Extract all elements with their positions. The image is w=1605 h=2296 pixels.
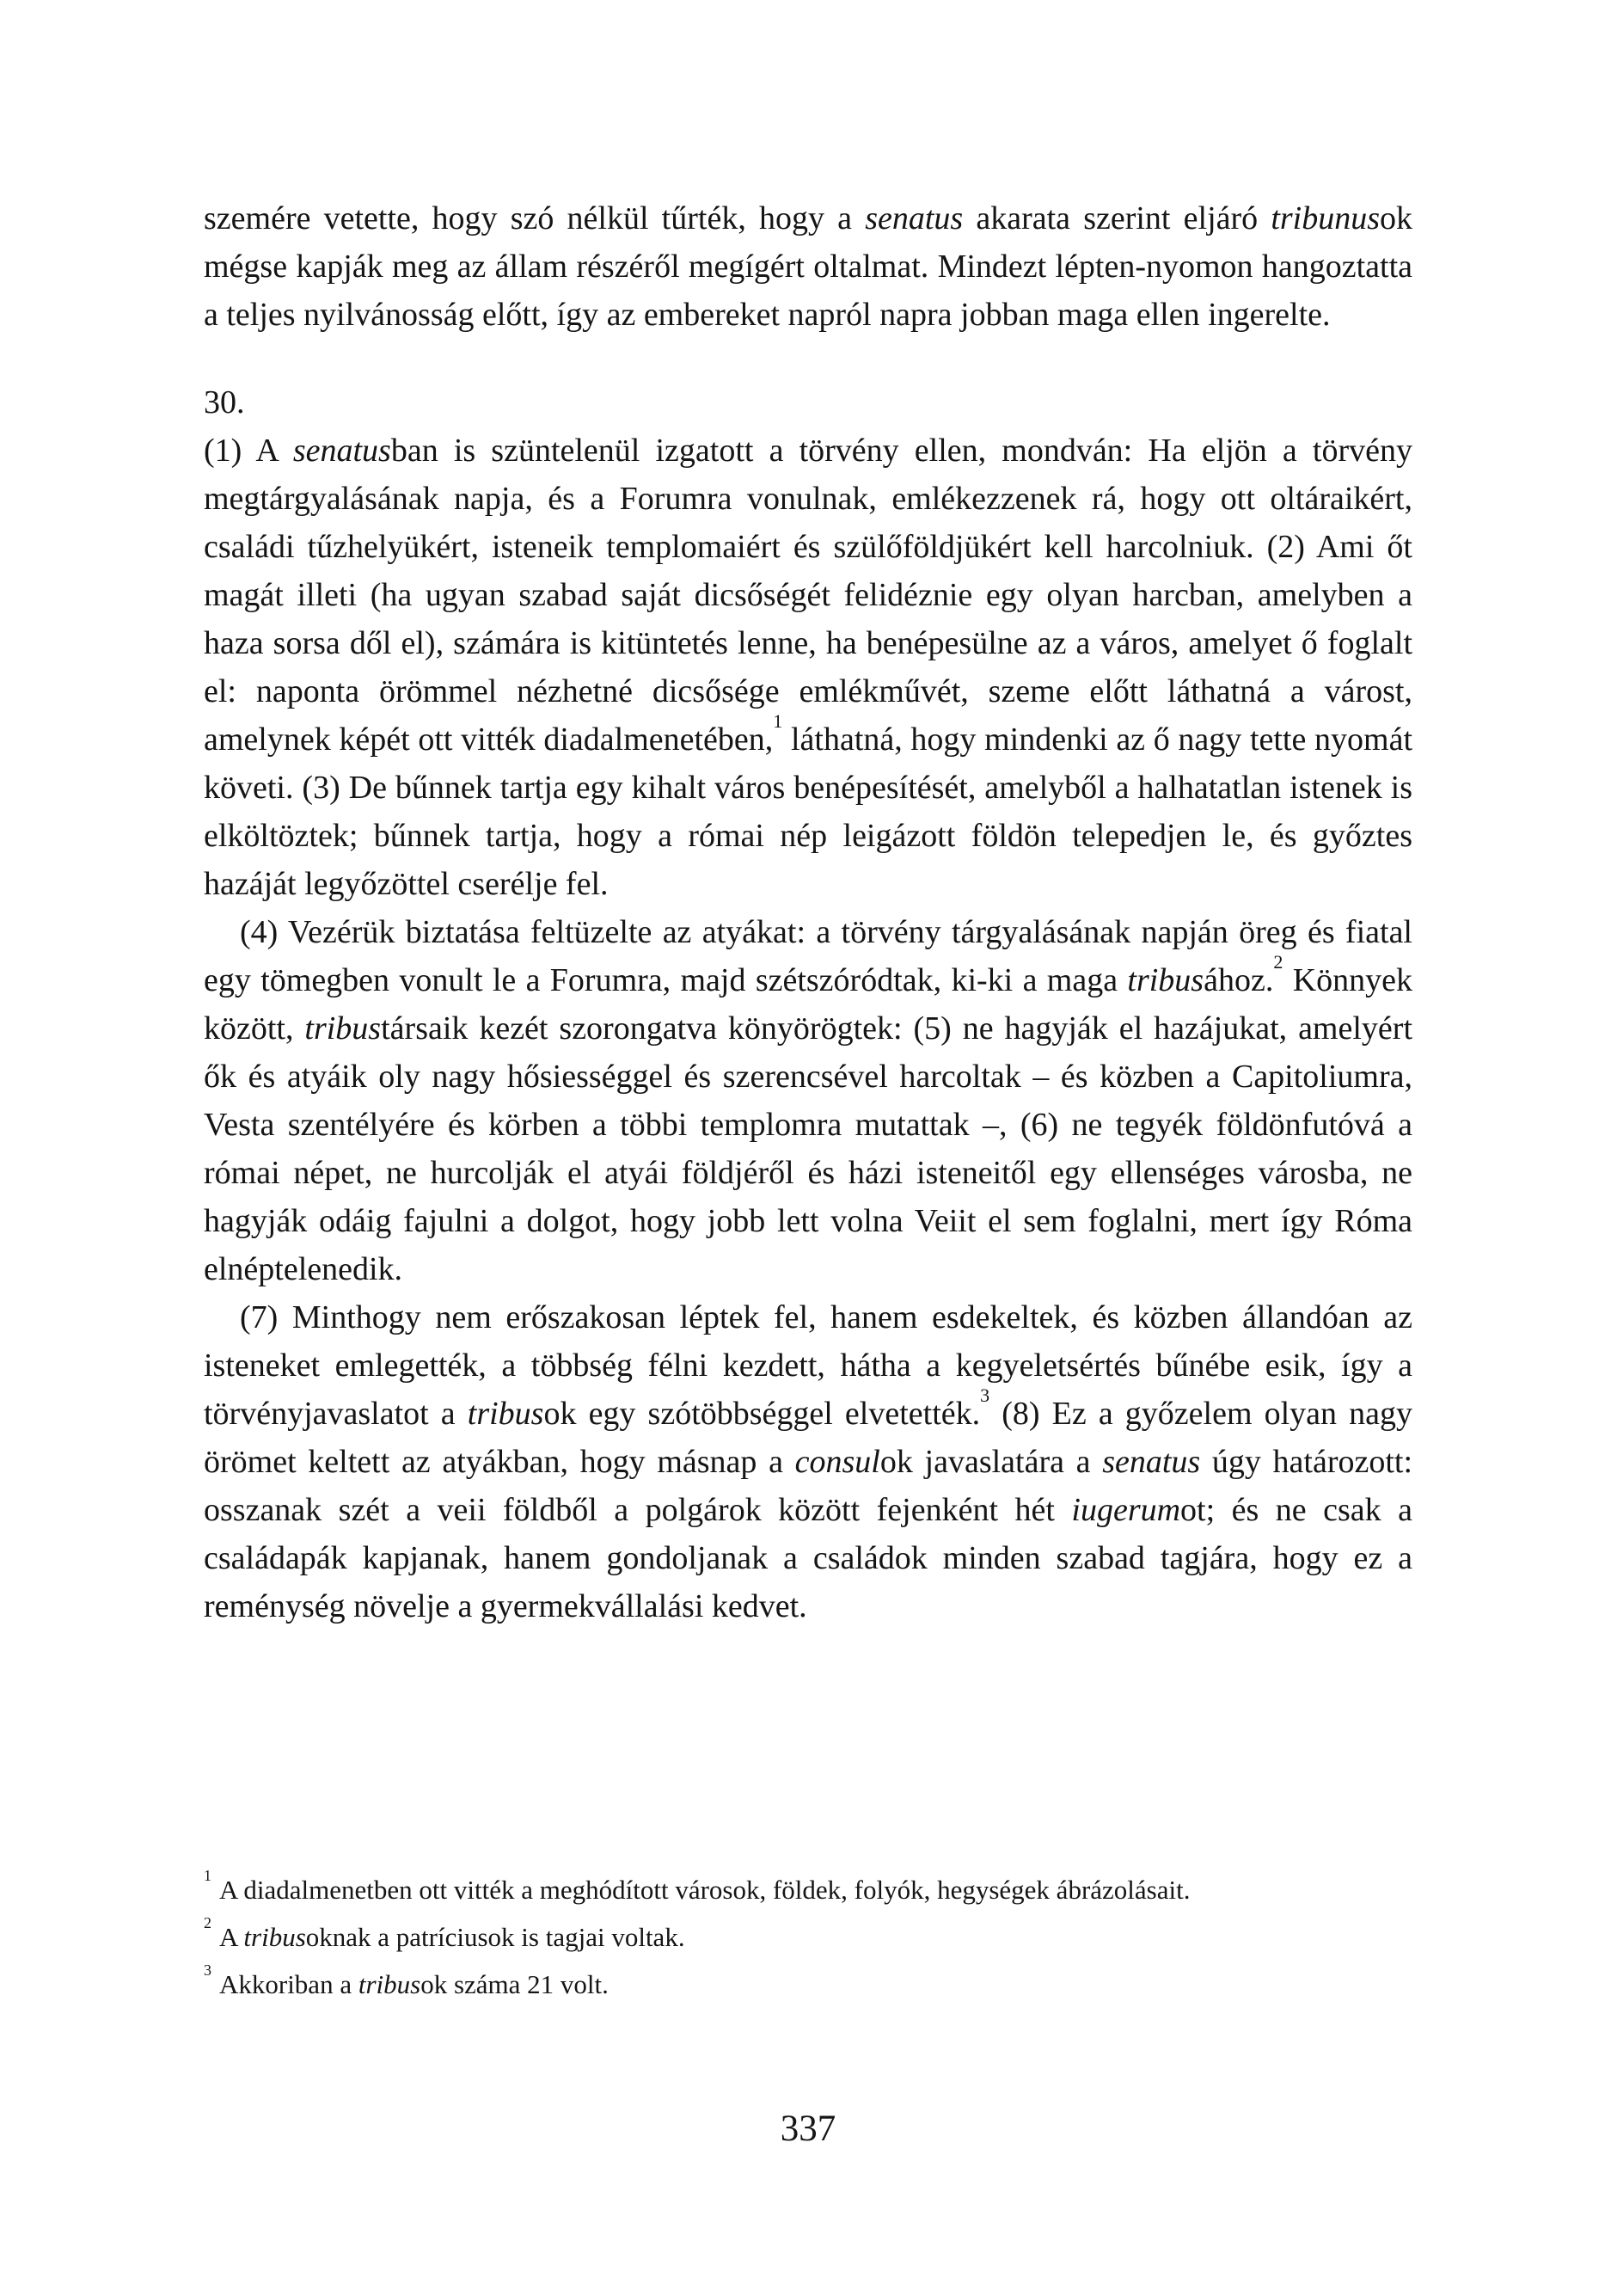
- paragraph-4-6: (4) Vezérük biztatása feltüzelte az atyákat: a törvény tárgyalásának napján öreg és fiatal egy tömegben vonult le a Forumra, majd szétszóródtak, ki-ki a maga tribusához.$^2$ Könnyek között, tribustársaik kezét szorongatva könyörögtek: (5) ne hagyják el hazájukat, amelyért ők és atyáik oly nagy hősiességgel és szerencsével harcoltak – és közben a Capitoliumra, Vesta szentélyére és körben a többi templomra mutattak –, (6) ne tegyék földönfutóvá a római népet, ne hurcolják el atyái földjéről és házi isteneitől egy ellenséges városba, ne hagyják odáig fajulni a dolgot, hogy jobb lett volna Veiit el sem foglalni, mert így Róma elnéptelenedik.: [204, 914, 1413, 1287]
- footnote-2-marker: 2: [204, 1913, 211, 1931]
- latin-term: senatus: [1102, 1444, 1201, 1480]
- latin-term: tribus: [467, 1396, 544, 1432]
- footnote-3-text: Akkoriban a tribusok száma 21 volt.: [218, 1969, 609, 1999]
- paragraph-1-3: (1) A senatusban is szüntelenül izgatott a törvény ellen, mondván: Ha eljön a törvény megtárgyalásának napja, és a Forumra vonulnak, emlékezzenek rá, hogy ott oltáraikért, családi tűzhelyükért, isteneik templomaiért és szülőföldjükért kell harcolniuk. (2) Ami őt magát illeti (ha ugyan szabad saját dicsőségét felidéznie egy olyan harcban, amelyben a haza sorsa dől el), számára is kitüntetés lenne, ha benépesülne az a város, amelyet ő foglalt el: naponta örömmel nézhetné dicsősége emlékművét, szeme előtt láthatná a várost, amelynek képét ott vitték diadalmenetében,$^1$ láthatná, hogy mindenki az ő nagy tette nyomát követi. (3) De bűnnek tartja egy kihalt város benépesítését, amelyből a halhatatlan istenek is elköltöztek; bűnnek tartja, hogy a római nép leigázott földön telepedjen le, és győztes hazáját legyőzöttel cserélje fel.: [204, 433, 1413, 902]
- latin-term: tribus: [304, 1010, 382, 1047]
- main-text-block: [204, 194, 1412, 1630]
- footnote-3-marker: 3: [204, 1961, 211, 1979]
- latin-term: tribus: [243, 1922, 306, 1952]
- section-heading: 30.: [204, 384, 245, 421]
- footnotes-block: [204, 1866, 1412, 2008]
- latin-term: consul: [794, 1444, 880, 1480]
- latin-term: tribunus: [1271, 200, 1381, 236]
- latin-term: iugerum: [1071, 1492, 1181, 1528]
- footnote-2: [204, 1913, 1412, 1961]
- intro-paragraph: szemére vetette, hogy szó nélkül tűrték, hogy a senatus akarata szerint eljáró tribunusok mégse kapják meg az állam részéről megígért oltalmat. Mindezt lépten-nyomon hangoztatta a teljes nyilvánosság előtt, így az embereket napról napra jobban maga ellen ingerelte.: [204, 200, 1413, 333]
- footnote-1-marker: 1: [204, 1866, 211, 1884]
- footnote-1-text: A diadalmenetben ott vitték a meghódított városok, földek, folyók, hegységek ábrázolásait.: [218, 1875, 1191, 1905]
- footnote-3: [204, 1961, 1412, 2008]
- page-number: 337: [780, 2109, 836, 2149]
- latin-term: tribus: [358, 1969, 421, 1999]
- paragraph-7-8: (7) Minthogy nem erőszakosan léptek fel, hanem esdekeltek, és közben állandóan az isteneket emlegették, a többség félni kezdett, hátha a kegyeletsértés bűnébe esik, így a törvényjavaslatot a tribusok egy szótöbbséggel elvetették.$^3$ (8) Ez a győzelem olyan nagy örömet keltett az atyákban, hogy másnap a consulok javaslatára a senatus úgy határozott: osszanak szét a veii földből a polgárok között fejenként hét iugerumot; és ne csak a családapák kapjanak, hanem gondoljanak a családok minden szabad tagjára, hogy ez a reménység növelje a gyermekvállalási kedvet.: [204, 1299, 1413, 1624]
- latin-term: tribus: [1127, 962, 1204, 998]
- footnote-2-text: A tribusoknak a patríciusok is tagjai voltak.: [218, 1922, 685, 1952]
- footnote-reference: 2: [1273, 951, 1283, 973]
- footnote-reference: 3: [980, 1384, 990, 1407]
- footnote-reference: 1: [773, 710, 783, 733]
- latin-term: senatus: [292, 433, 391, 469]
- latin-term: senatus: [865, 200, 964, 236]
- footnote-1: [204, 1866, 1412, 1913]
